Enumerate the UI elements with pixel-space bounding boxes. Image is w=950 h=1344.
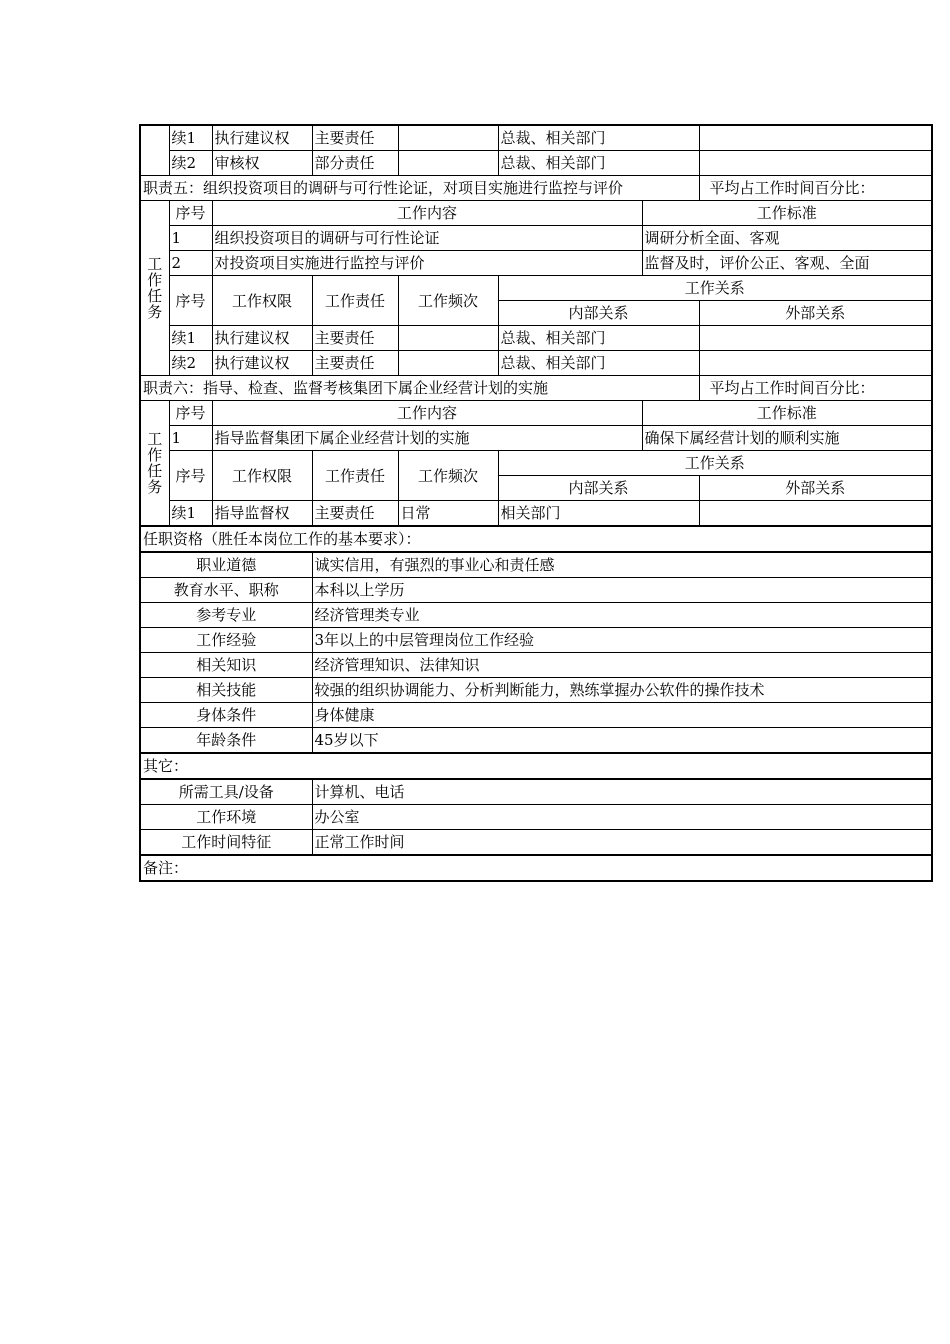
duty5-title: 职责五：组织投资项目的调研与可行性论证，对项目实施进行监控与评价 bbox=[140, 176, 699, 201]
task-content-cell: 组织投资项目的调研与可行性论证 bbox=[212, 226, 642, 251]
responsibility-cell: 主要责任 bbox=[312, 125, 398, 151]
qualification-row bbox=[140, 728, 932, 754]
other-row bbox=[140, 830, 932, 856]
seq-header: 序号 bbox=[169, 201, 212, 226]
other-row bbox=[140, 805, 932, 830]
frequency-header: 工作频次 bbox=[398, 276, 498, 326]
seq-cell: 续2 bbox=[169, 351, 212, 376]
seq-cell: 续1 bbox=[169, 125, 212, 151]
other-value: 计算机、电话 bbox=[312, 779, 932, 805]
qualification-value: 3年以上的中层管理岗位工作经验 bbox=[312, 628, 932, 653]
task-standard-cell: 调研分析全面、客观 bbox=[642, 226, 932, 251]
qualification-row bbox=[140, 603, 932, 628]
qualification-value: 较强的组织协调能力、分析判断能力，熟练掌握办公软件的操作技术 bbox=[312, 678, 932, 703]
qualifications-title-row bbox=[140, 526, 932, 552]
job-description-table bbox=[139, 124, 933, 882]
responsibility-cell: 主要责任 bbox=[312, 501, 398, 527]
other-label: 工作时间特征 bbox=[140, 830, 312, 856]
external-relation-cell bbox=[699, 125, 932, 151]
frequency-cell: 日常 bbox=[398, 501, 498, 527]
external-relation-cell bbox=[699, 351, 932, 376]
qualification-value: 经济管理知识、法律知识 bbox=[312, 653, 932, 678]
frequency-cell bbox=[398, 351, 498, 376]
duty6-auth-header-row bbox=[140, 451, 932, 476]
other-value: 办公室 bbox=[312, 805, 932, 830]
seq-cell: 续1 bbox=[169, 501, 212, 527]
table-row bbox=[140, 226, 932, 251]
other-title: 其它： bbox=[140, 753, 932, 779]
seq-header: 序号 bbox=[169, 401, 212, 426]
authority-cell: 执行建议权 bbox=[212, 326, 312, 351]
duty5-auth-header-row bbox=[140, 276, 932, 301]
responsibility-cell: 主要责任 bbox=[312, 326, 398, 351]
table-row bbox=[140, 125, 932, 151]
table-row bbox=[140, 326, 932, 351]
internal-relation-header: 内部关系 bbox=[498, 476, 699, 501]
responsibility-cell: 主要责任 bbox=[312, 351, 398, 376]
qualification-label: 身体条件 bbox=[140, 703, 312, 728]
qualification-value: 45岁以下 bbox=[312, 728, 932, 754]
qualification-row bbox=[140, 653, 932, 678]
seq-cell: 1 bbox=[169, 226, 212, 251]
qualification-row bbox=[140, 552, 932, 578]
duty6-title: 职责六：指导、检查、监督考核集团下属企业经营计划的实施 bbox=[140, 376, 699, 401]
content-header: 工作内容 bbox=[212, 201, 642, 226]
internal-relation-cell: 总裁、相关部门 bbox=[498, 151, 699, 176]
external-relation-cell bbox=[699, 501, 932, 527]
qualification-row bbox=[140, 703, 932, 728]
duty6-title-row bbox=[140, 376, 932, 401]
table-row bbox=[140, 501, 932, 527]
internal-relation-cell: 总裁、相关部门 bbox=[498, 125, 699, 151]
remarks-row bbox=[140, 855, 932, 881]
other-title-row bbox=[140, 753, 932, 779]
internal-relation-header: 内部关系 bbox=[498, 301, 699, 326]
table-row bbox=[140, 351, 932, 376]
responsibility-header: 工作责任 bbox=[312, 276, 398, 326]
seq-header: 序号 bbox=[169, 451, 212, 501]
table-row bbox=[140, 151, 932, 176]
task-standard-cell: 确保下属经营计划的顺利实施 bbox=[642, 426, 932, 451]
relation-header: 工作关系 bbox=[498, 451, 932, 476]
seq-cell: 续2 bbox=[169, 151, 212, 176]
other-value: 正常工作时间 bbox=[312, 830, 932, 856]
qualification-label: 职业道德 bbox=[140, 552, 312, 578]
external-relation-header: 外部关系 bbox=[699, 301, 932, 326]
content-header: 工作内容 bbox=[212, 401, 642, 426]
qualification-row bbox=[140, 678, 932, 703]
qualification-row bbox=[140, 578, 932, 603]
external-relation-cell bbox=[699, 151, 932, 176]
frequency-cell bbox=[398, 125, 498, 151]
internal-relation-cell: 总裁、相关部门 bbox=[498, 326, 699, 351]
seq-cell: 2 bbox=[169, 251, 212, 276]
authority-header: 工作权限 bbox=[212, 451, 312, 501]
authority-cell: 审核权 bbox=[212, 151, 312, 176]
other-label: 工作环境 bbox=[140, 805, 312, 830]
side-label-blank bbox=[140, 125, 169, 176]
duty6-side-label: 工 作 任 务 bbox=[140, 401, 169, 527]
frequency-header: 工作频次 bbox=[398, 451, 498, 501]
qualification-value: 经济管理类专业 bbox=[312, 603, 932, 628]
authority-cell: 执行建议权 bbox=[212, 125, 312, 151]
qualification-label: 相关技能 bbox=[140, 678, 312, 703]
qualification-value: 诚实信用，有强烈的事业心和责任感 bbox=[312, 552, 932, 578]
standard-header: 工作标准 bbox=[642, 201, 932, 226]
responsibility-cell: 部分责任 bbox=[312, 151, 398, 176]
qualification-label: 工作经验 bbox=[140, 628, 312, 653]
duty5-title-row bbox=[140, 176, 932, 201]
qualification-label: 相关知识 bbox=[140, 653, 312, 678]
duty5-time-percent-label: 平均占工作时间百分比： bbox=[699, 176, 932, 201]
qualification-value: 身体健康 bbox=[312, 703, 932, 728]
frequency-cell bbox=[398, 326, 498, 351]
other-label: 所需工具/设备 bbox=[140, 779, 312, 805]
duty6-task-header-row bbox=[140, 401, 932, 426]
authority-header: 工作权限 bbox=[212, 276, 312, 326]
duty5-task-header-row bbox=[140, 201, 932, 226]
standard-header: 工作标准 bbox=[642, 401, 932, 426]
qualifications-title: 任职资格（胜任本岗位工作的基本要求）： bbox=[140, 526, 932, 552]
job-description-sheet bbox=[139, 124, 933, 882]
authority-cell: 执行建议权 bbox=[212, 351, 312, 376]
qualification-label: 教育水平、职称 bbox=[140, 578, 312, 603]
external-relation-cell bbox=[699, 326, 932, 351]
internal-relation-cell: 总裁、相关部门 bbox=[498, 351, 699, 376]
other-row bbox=[140, 779, 932, 805]
qualification-value: 本科以上学历 bbox=[312, 578, 932, 603]
duty6-time-percent-label: 平均占工作时间百分比： bbox=[699, 376, 932, 401]
seq-cell: 续1 bbox=[169, 326, 212, 351]
remarks-title: 备注： bbox=[140, 855, 932, 881]
qualification-label: 参考专业 bbox=[140, 603, 312, 628]
task-content-cell: 指导监督集团下属企业经营计划的实施 bbox=[212, 426, 642, 451]
seq-cell: 1 bbox=[169, 426, 212, 451]
task-content-cell: 对投资项目实施进行监控与评价 bbox=[212, 251, 642, 276]
relation-header: 工作关系 bbox=[498, 276, 932, 301]
seq-header: 序号 bbox=[169, 276, 212, 326]
authority-cell: 指导监督权 bbox=[212, 501, 312, 527]
qualification-row bbox=[140, 628, 932, 653]
internal-relation-cell: 相关部门 bbox=[498, 501, 699, 527]
frequency-cell bbox=[398, 151, 498, 176]
table-row bbox=[140, 426, 932, 451]
qualification-label: 年龄条件 bbox=[140, 728, 312, 754]
duty5-side-label: 工 作 任 务 bbox=[140, 201, 169, 376]
task-standard-cell: 监督及时，评价公正、客观、全面 bbox=[642, 251, 932, 276]
external-relation-header: 外部关系 bbox=[699, 476, 932, 501]
responsibility-header: 工作责任 bbox=[312, 451, 398, 501]
table-row bbox=[140, 251, 932, 276]
